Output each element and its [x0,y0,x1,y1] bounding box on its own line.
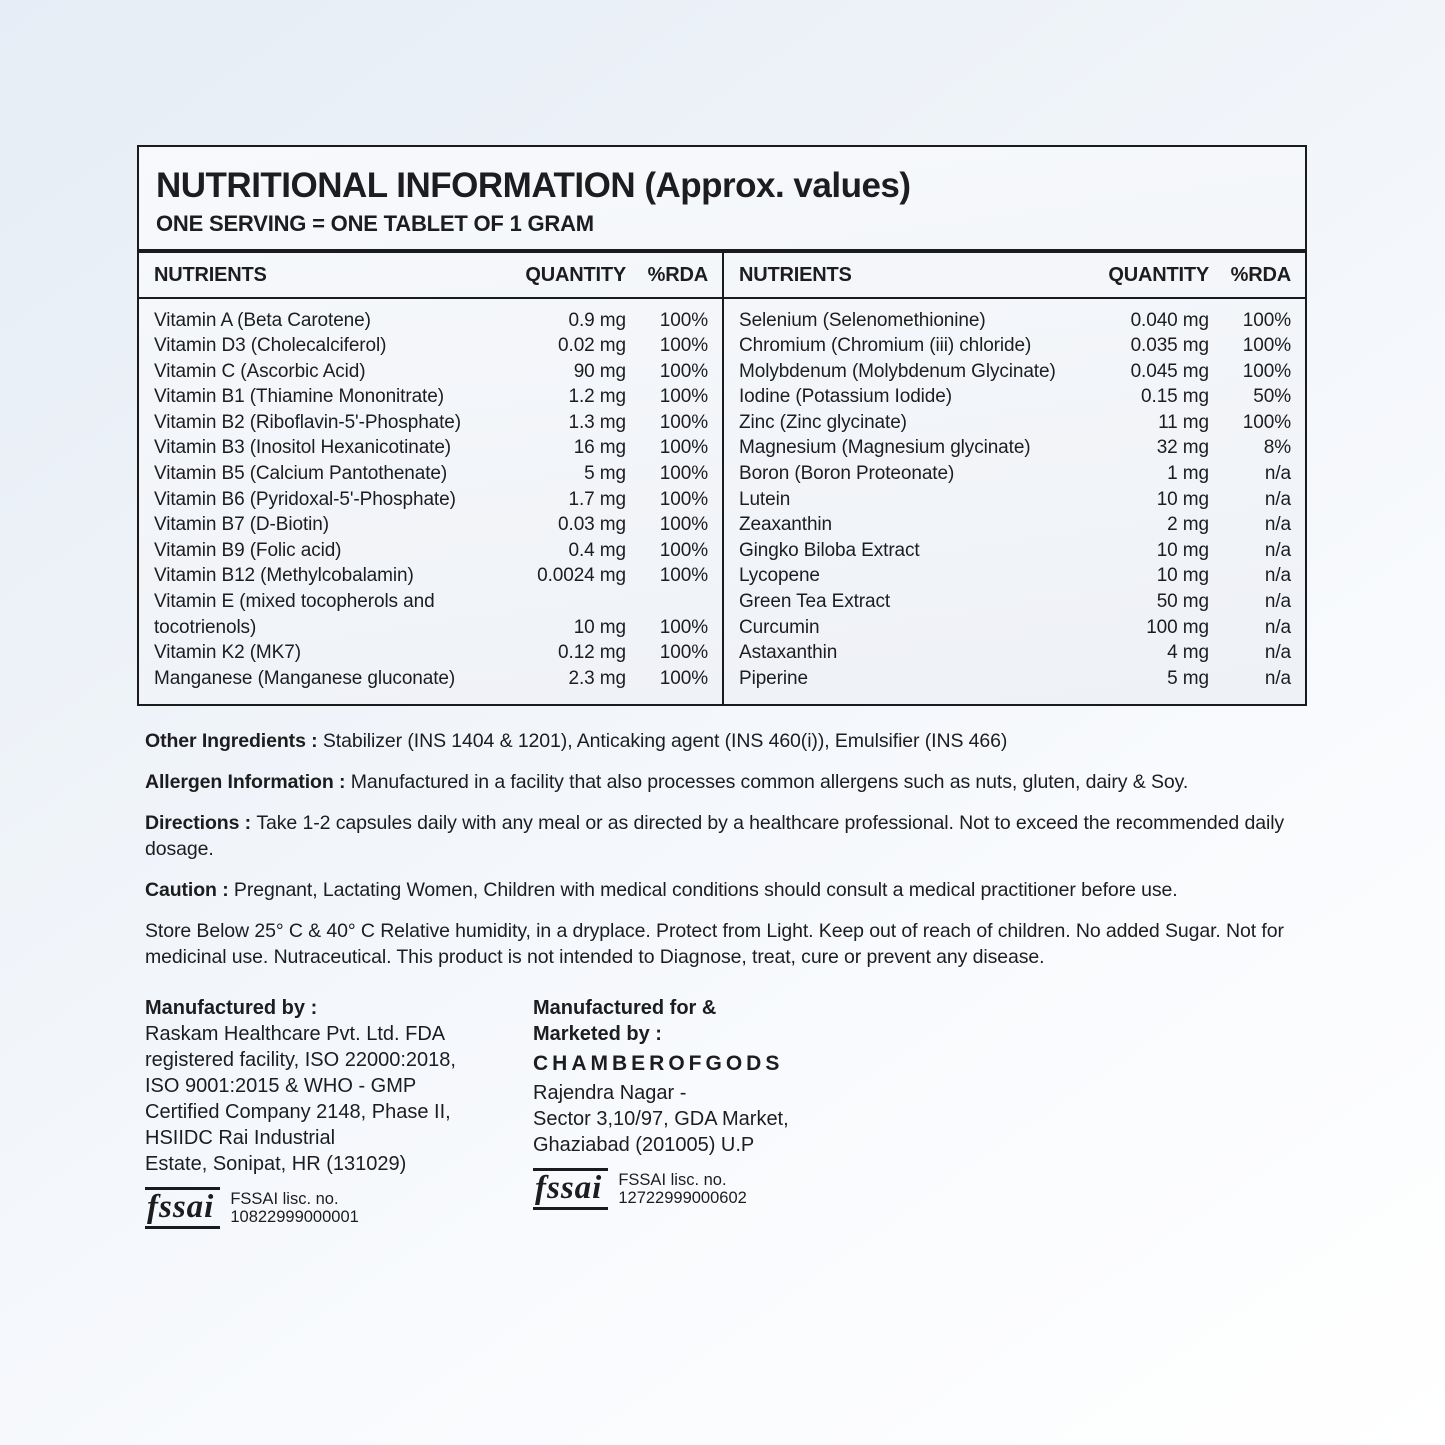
marketed-by-block [533,995,953,1229]
fssai-license-text [230,1190,358,1227]
nutrient-quantity: 0.9 mg [568,309,626,331]
nutrient-name: Vitamin D3 (Cholecalciferol) [154,335,387,357]
table-row [739,589,1291,615]
table-row [739,640,1291,666]
nutrient-quantity: 2 mg [1167,514,1209,536]
nutrient-rda: 100% [1242,411,1291,433]
nutrient-rda: 100% [659,411,708,433]
table-row [154,640,708,666]
card-header [139,147,1305,249]
manufacturer-label: Manufactured for & [533,997,717,1019]
nutrient-rda: 100% [659,539,708,561]
table-row [739,461,1291,487]
table-row [154,512,708,538]
manufactured-by-block [145,995,533,1229]
nutrient-name: Vitamin E (mixed tocopherols and tocotrienols) [154,591,435,638]
info-paragraph: Caution : Pregnant, Lactating Women, Children with medical conditions should consult a medical practitioner before use. [145,879,1178,901]
nutrient-rda: 100% [659,565,708,587]
table-row [739,512,1291,538]
table-row [154,589,708,640]
nutrients-table-left [139,253,722,705]
nutrient-quantity: 5 mg [1167,667,1209,689]
nutrient-name: Astaxanthin [739,642,838,664]
table-row [739,333,1291,359]
info-section [145,728,1313,1229]
nutrient-name: Vitamin B2 (Riboflavin-5'-Phosphate) [154,411,461,433]
nutrients-table-right [722,253,1305,705]
table-row [154,359,708,385]
table-row [154,308,708,334]
table-row [154,666,708,692]
nutrient-name: Zeaxanthin [739,514,833,536]
nutrient-name: Gingko Biloba Extract [739,539,920,561]
address-line: Rajendra Nagar - [533,1082,687,1104]
table-row [154,410,708,436]
info-paragraph: Directions : Take 1-2 capsules daily with any meal or as directed by a healthcare professional. Not to exceed the recommended daily dosage. [145,812,1285,860]
nutrient-name: Green Tea Extract [739,591,891,613]
fssai-license-label: FSSAI lisc. no. [618,1170,727,1189]
table-row [154,435,708,461]
nutrient-name: Molybdenum (Molybdenum Glycinate) [739,360,1056,382]
address-line: Ghaziabad (201005) U.P [533,1134,755,1156]
manufacturer-section [145,995,1313,1229]
header-quantity: QUANTITY [1108,263,1209,286]
nutrient-quantity: 0.040 mg [1130,309,1209,331]
paragraph-label: Caution : [145,879,234,901]
table-row [154,563,708,589]
nutrient-rda: 100% [659,463,708,485]
nutrient-name: Vitamin B9 (Folic acid) [154,539,342,561]
nutrient-quantity: 10 mg [573,616,626,638]
nutrient-rda: 50% [1253,386,1291,408]
paragraph-label: Other Ingredients : [145,730,323,752]
header-nutrients: NUTRIENTS [739,263,852,286]
nutrient-quantity: 1.3 mg [568,411,626,433]
nutrient-quantity: 90 mg [573,360,626,382]
info-paragraph: Other Ingredients : Stabilizer (INS 1404 & 1201), Anticaking agent (INS 460(i)), Emulsifier (INS 466) [145,730,1008,752]
address-line: Certified Company 2148, Phase II, [145,1101,451,1123]
address-line: Sector 3,10/97, GDA Market, [533,1108,789,1130]
nutrient-quantity: 0.12 mg [558,642,626,664]
fssai-logo: fssai [145,1187,220,1229]
nutrient-rda: n/a [1264,565,1291,587]
nutrient-quantity: 0.035 mg [1130,335,1209,357]
table-row [739,666,1291,692]
info-paragraph: Allergen Information : Manufactured in a facility that also processes common allergens such as nuts, gluten, dairy & Soy. [145,771,1189,793]
nutrient-quantity: 32 mg [1156,437,1209,459]
nutrient-rda: 100% [659,437,708,459]
nutrient-rda: n/a [1264,591,1291,613]
table-row [739,410,1291,436]
nutrient-name: Iodine (Potassium Iodide) [739,386,952,408]
paragraph-label: Allergen Information : [145,771,351,793]
nutrient-rda: n/a [1264,616,1291,638]
info-paragraph: Store Below 25° C & 40° C Relative humidity, in a dryplace. Protect from Light. Keep out of reach of children. No added Sugar. Not for medicinal use. Nutraceutical. This product is not intended to Diagnose, treat, cure or prevent any disease. [145,920,1284,968]
manufacturer-label: Manufactured by : [145,997,318,1019]
nutrient-name: Vitamin B5 (Calcium Pantothenate) [154,463,448,485]
nutrient-quantity: 5 mg [584,463,626,485]
table-row [154,333,708,359]
nutrient-quantity: 0.03 mg [558,514,626,536]
address-line: HSIIDC Rai Industrial [145,1127,336,1149]
fssai-license-number: 10822999000001 [230,1208,359,1226]
nutrient-rda: 100% [1242,309,1291,331]
info-paragraphs [145,728,1313,970]
nutrient-quantity: 1.2 mg [568,386,626,408]
table-row [739,435,1291,461]
nutrient-quantity: 50 mg [1156,591,1209,613]
table-header-left [139,253,722,299]
manufacturer-label: Marketed by : [533,1023,662,1045]
page-title: NUTRITIONAL INFORMATION (Approx. values) [156,166,911,205]
nutrient-rda: 100% [659,642,708,664]
nutrient-quantity: 10 mg [1156,539,1209,561]
nutrient-rda: 100% [659,667,708,689]
nutrient-quantity: 0.4 mg [568,539,626,561]
nutrient-rda: n/a [1264,488,1291,510]
nutrient-name: Vitamin K2 (MK7) [154,642,301,664]
nutrient-name: Lycopene [739,565,820,587]
nutrient-quantity: 1.7 mg [568,488,626,510]
nutrient-quantity: 0.045 mg [1130,360,1209,382]
nutrient-quantity: 10 mg [1156,488,1209,510]
nutrient-name: Chromium (Chromium (iii) chloride) [739,335,1032,357]
fssai-license-text [618,1171,746,1208]
header-quantity: QUANTITY [525,263,626,286]
nutrient-name: Vitamin B3 (Inositol Hexanicotinate) [154,437,452,459]
nutrient-quantity: 1 mg [1167,463,1209,485]
nutrient-rda: 100% [659,488,708,510]
nutrient-rda: n/a [1264,539,1291,561]
nutrient-rda: 100% [1242,360,1291,382]
nutrient-name: Vitamin B1 (Thiamine Mononitrate) [154,386,444,408]
paragraph-label: Directions : [145,812,257,834]
table-row [739,487,1291,513]
nutrient-quantity: 10 mg [1156,565,1209,587]
nutrient-name: Boron (Boron Proteonate) [739,463,955,485]
brand-name: CHAMBEROFGODS [533,1052,784,1075]
nutrient-quantity: 0.15 mg [1141,386,1209,408]
nutrient-quantity: 11 mg [1158,411,1209,433]
nutrition-label-card [137,145,1307,706]
table-row [739,538,1291,564]
table-body-right [724,299,1305,698]
nutrient-quantity: 16 mg [573,437,626,459]
serving-subtitle: ONE SERVING = ONE TABLET OF 1 GRAM [156,210,594,236]
table-body-left [139,299,722,698]
nutrient-name: Piperine [739,667,808,689]
nutrient-name: Lutein [739,488,791,510]
address-line: registered facility, ISO 22000:2018, [145,1049,456,1071]
table-row [739,359,1291,385]
address-line: Estate, Sonipat, HR (131029) [145,1153,407,1175]
nutrient-rda: 100% [659,335,708,357]
fssai-license [145,1187,533,1229]
header-rda: %RDA [1230,263,1291,286]
nutrient-quantity: 0.0024 mg [537,565,626,587]
table-row [154,384,708,410]
fssai-license-number: 12722999000602 [618,1189,747,1207]
table-row [154,487,708,513]
nutrient-name: Selenium (Selenomethionine) [739,309,986,331]
nutrient-rda: 100% [659,309,708,331]
nutrient-rda: 100% [659,514,708,536]
nutrient-rda: 100% [1242,335,1291,357]
fssai-license-label: FSSAI lisc. no. [230,1189,339,1208]
nutrient-rda: n/a [1264,463,1291,485]
nutrient-name: Vitamin A (Beta Carotene) [154,309,371,331]
nutrient-rda: n/a [1264,667,1291,689]
fssai-logo: fssai [533,1168,608,1210]
table-row [154,538,708,564]
nutrient-rda: 100% [659,360,708,382]
nutrients-table [139,249,1305,705]
nutrient-name: Vitamin B7 (D-Biotin) [154,514,329,536]
nutrient-quantity: 4 mg [1167,642,1209,664]
nutrient-quantity: 2.3 mg [568,667,626,689]
table-row [739,563,1291,589]
nutrient-name: Vitamin B6 (Pyridoxal-5'-Phosphate) [154,488,456,510]
nutrient-name: Vitamin B12 (Methylcobalamin) [154,565,414,587]
nutrient-rda: n/a [1264,642,1291,664]
header-nutrients: NUTRIENTS [154,263,267,286]
nutrient-rda: 100% [659,616,708,638]
nutrient-quantity: 100 mg [1146,616,1209,638]
header-rda: %RDA [647,263,708,286]
address-line: ISO 9001:2015 & WHO - GMP [145,1075,417,1097]
table-row [739,308,1291,334]
fssai-license [533,1168,953,1210]
nutrient-name: Zinc (Zinc glycinate) [739,411,907,433]
table-row [154,461,708,487]
nutrient-name: Vitamin C (Ascorbic Acid) [154,360,366,382]
nutrient-rda: 8% [1263,437,1291,459]
nutrient-rda: n/a [1264,514,1291,536]
table-header-right [724,253,1305,299]
nutrient-rda: 100% [659,386,708,408]
nutrient-name: Curcumin [739,616,820,638]
address-line: Raskam Healthcare Pvt. Ltd. FDA [145,1023,446,1045]
table-row [739,615,1291,641]
nutrient-quantity: 0.02 mg [558,335,626,357]
table-row [739,384,1291,410]
nutrient-name: Manganese (Manganese gluconate) [154,667,456,689]
nutrient-name: Magnesium (Magnesium glycinate) [739,437,1031,459]
